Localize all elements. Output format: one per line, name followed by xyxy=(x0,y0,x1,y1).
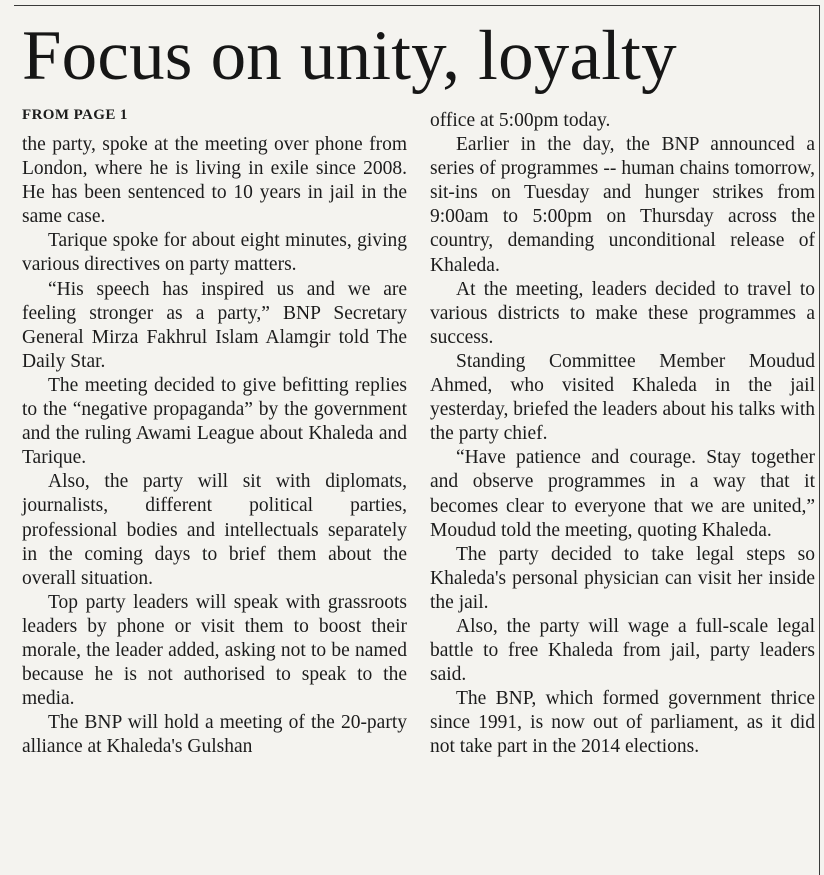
paragraph: Also, the party will wage a full-scale legal battle to free Khaleda from jail, party leaders said. xyxy=(430,615,815,686)
paragraph: Tarique spoke for about eight minutes, giving various directives on party matters. xyxy=(22,230,407,276)
paragraph: office at 5:00pm today. xyxy=(430,110,611,131)
paragraph: The party decided to take legal steps so Khaleda's personal physician can visit her inside the jail. xyxy=(430,543,815,613)
article-headline: Focus on unity, loyalty xyxy=(22,17,677,95)
paragraph: At the meeting, leaders decided to travel to various districts to make these programmes a success. xyxy=(430,278,815,348)
jump-line: FROM PAGE 1 xyxy=(22,107,128,123)
paragraph: Top party leaders will speak with grassroots leaders by phone or visit them to boost their morale, the leader added, asking not to be named because he is not authorised to speak to the media. xyxy=(22,591,407,710)
paragraph: “Have patience and courage. Stay together and observe programmes in a way that it becomes clear to everyone that we are united,” Moudud told the meeting, quoting Khaleda. xyxy=(430,447,815,541)
paragraph: The BNP will hold a meeting of the 20-party alliance at Khaleda's Gulshan xyxy=(22,712,407,758)
paragraph: Also, the party will sit with diplomats, journalists, different political parties, professional bodies and intellectuals separately in the coming days to brief them about the overall situation. xyxy=(22,471,407,589)
paragraph: The meeting decided to give befitting replies to the “negative propaganda” by the government and the ruling Awami League about Khaleda and Tarique. xyxy=(22,374,407,469)
top-border-rule xyxy=(14,5,820,6)
left-column xyxy=(22,133,407,759)
paragraph: Standing Committee Member Moudud Ahmed, who visited Khaleda in the jail yesterday, briefed the leaders about his talks with the party chief. xyxy=(430,350,815,445)
right-column xyxy=(430,109,815,760)
paragraph: Earlier in the day, the BNP announced a series of programmes -- human chains tomorrow, sit-ins on Tuesday and hunger strikes from 9:00am to 5:00pm on Thursday across the country, demanding unconditional release of Khaleda. xyxy=(430,134,815,276)
right-border-rule xyxy=(819,5,820,875)
paragraph: “His speech has inspired us and we are feeling stronger as a party,” BNP Secretary General Mirza Fakhrul Islam Alamgir told The Daily Star. xyxy=(22,278,407,372)
paragraph: the party, spoke at the meeting over phone from London, where he is living in exile since 2008. He has been sentenced to 10 years in jail in the same case. xyxy=(22,134,407,228)
paragraph: The BNP, which formed government thrice since 1991, is now out of parliament, as it did not take part in the 2014 elections. xyxy=(430,688,815,758)
